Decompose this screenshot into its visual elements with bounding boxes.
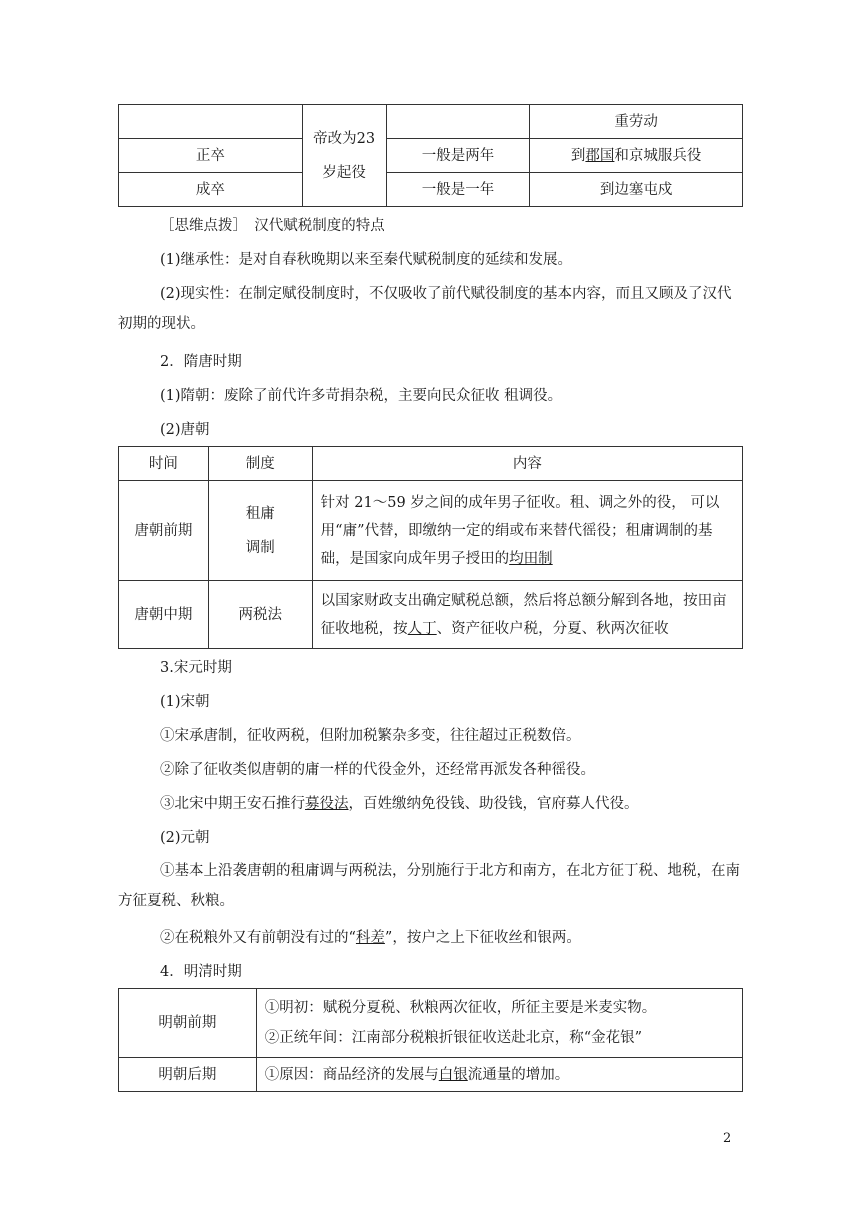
- paragraph: ①基本上沿袭唐朝的租庸调与两税法，分别施行于北方和南方，在北方征丁税、地税，在南方征夏税、秋粮。: [118, 863, 740, 909]
- han-table-age-text: 帝改为23岁起役: [313, 130, 376, 181]
- text-part: 针对 21～59 岁之间的成年男子征收。租、调之外的役， 可以用“庸”代替，即缴纳一定的绢或布来替代徭役；租庸调制的基础，是国家向成年男子授田的: [320, 494, 720, 567]
- tang-tax-table: [118, 446, 743, 649]
- text-part: ，百姓缴纳免役钱、助役钱，官府募人代役。: [348, 796, 639, 812]
- section-heading: 4．明清时期: [160, 964, 242, 980]
- paragraph: (1)继承性：是对自春秋晚期以来至秦代赋税制度的延续和发展。: [160, 252, 573, 268]
- table-cell: 明朝前期: [119, 989, 257, 1058]
- table-cell: 明朝后期: [119, 1058, 257, 1092]
- text-part: ①明初：赋税分夏税、秋粮两次征收，所征主要是米麦实物。: [264, 1000, 657, 1016]
- han-table-cell: [386, 105, 530, 139]
- paragraph: (2)现实性：在制定赋役制度时，不仅吸收了前代赋役制度的基本内容，而且又顾及了汉代初期的现状。: [118, 286, 732, 332]
- text-part: ②在税粮外又有前朝没有过的“: [160, 930, 356, 946]
- han-table-cell: 一般是两年: [386, 139, 530, 173]
- text-part: 租庸: [245, 505, 275, 522]
- paragraph: [160, 928, 581, 948]
- thinking-heading: ［思维点拨］ 汉代赋税制度的特点: [160, 218, 385, 234]
- table-header: 时间: [119, 447, 209, 481]
- table-cell: 两税法: [208, 581, 312, 649]
- paragraph: (2)元朝: [160, 830, 210, 846]
- text-part: 到: [570, 147, 586, 164]
- section-heading: 2．隋唐时期: [160, 354, 242, 370]
- section-heading: 3.宋元时期: [160, 660, 232, 676]
- page-number: 2: [723, 1131, 732, 1146]
- text-part: ②正统年间：江南部分税粮折银征收送赴北京，称“金花银”: [264, 1030, 643, 1046]
- text-part: ①原因：商品经济的发展与: [264, 1066, 439, 1083]
- table-cell: 唐朝前期: [119, 481, 209, 581]
- han-table-cell: 到边塞屯戍: [530, 173, 743, 207]
- table-cell: [312, 581, 742, 649]
- text-part: 和京城服兵役: [614, 147, 702, 164]
- han-corvee-table: [118, 104, 743, 207]
- paragraph: ②除了征收类似唐朝的庸一样的代役金外，还经常再派发各种徭役。: [160, 762, 595, 778]
- text-part: 、资产征收户税，分夏、秋两次征收: [436, 620, 669, 637]
- table-cell: [208, 481, 312, 581]
- underlined-term: 募役法: [305, 796, 349, 812]
- text-part: ”，按户之上下征收丝和银两。: [384, 930, 581, 946]
- text-part: 调制: [245, 539, 275, 556]
- han-table-cell: [302, 105, 386, 207]
- underlined-term: 科差: [355, 930, 385, 946]
- han-table-cell: 成卒: [119, 173, 303, 207]
- underlined-term: 白银: [438, 1066, 468, 1083]
- table-cell: [256, 1058, 742, 1092]
- han-table-cell: 一般是一年: [386, 173, 530, 207]
- table-header: 内容: [312, 447, 742, 481]
- paragraph: (1)隋朝：废除了前代许多苛捐杂税，主要向民众征收 租调役。: [160, 388, 563, 404]
- text-part: 以国家财政支出确定赋税总额，然后将总额分解到各地，按田亩征收地税，按: [320, 592, 727, 637]
- underlined-term: 人丁: [407, 620, 437, 637]
- text-part: 流通量的增加。: [467, 1066, 570, 1083]
- ming-tax-table: [118, 988, 743, 1092]
- han-table-cell: 正卒: [119, 139, 303, 173]
- underlined-term: 郡国: [585, 147, 615, 164]
- han-table-cell: [119, 105, 303, 139]
- table-header: 制度: [208, 447, 312, 481]
- table-cell: 唐朝中期: [119, 581, 209, 649]
- han-table-cell: [530, 139, 743, 173]
- paragraph: [160, 794, 639, 814]
- text-part: ③北宋中期王安石推行: [160, 796, 305, 812]
- underlined-term: 均田制: [509, 550, 553, 567]
- table-cell: [256, 989, 742, 1058]
- paragraph: (1)宋朝: [160, 694, 210, 710]
- paragraph: ①宋承唐制，征收两税，但附加税繁杂多变，往往超过正税数倍。: [160, 728, 581, 744]
- paragraph: (2)唐朝: [160, 422, 210, 438]
- han-table-cell: 重劳动: [530, 105, 743, 139]
- table-cell: [312, 481, 742, 581]
